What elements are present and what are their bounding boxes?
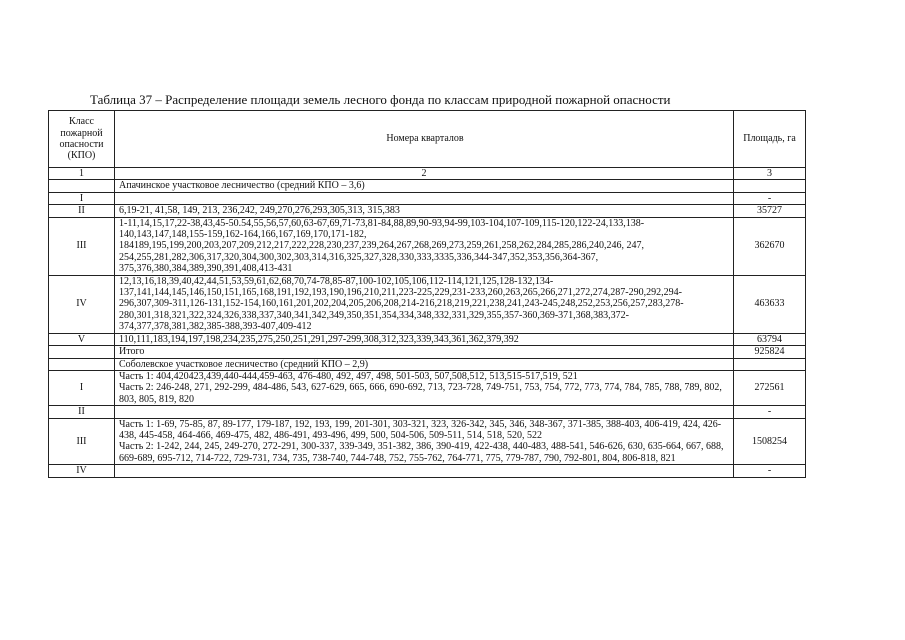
col-number: 3	[734, 168, 806, 180]
quarters-cell	[115, 370, 734, 405]
header-row	[49, 111, 806, 168]
section-header-row	[49, 358, 806, 370]
header-area: Площадь, га	[734, 111, 806, 168]
quarters-cell	[115, 418, 734, 465]
numbering-row	[49, 168, 806, 180]
class-cell: I	[49, 192, 115, 204]
table-row	[49, 370, 806, 405]
table-row	[49, 406, 806, 418]
table-row	[49, 418, 806, 465]
section-title: Апачинское участковое лесничество (средний КПО – 3,6)	[115, 180, 734, 192]
section-title: Соболевское участковое лесничество (средний КПО – 2,9)	[115, 358, 734, 370]
class-cell: I	[49, 370, 115, 405]
header-class: Класс пожарной опасности (КПО)	[49, 111, 115, 168]
quarters-cell: 6,19-21, 41,58, 149, 213, 236,242, 249,270,276,293,305,313, 315,383	[115, 205, 734, 217]
class-cell: II	[49, 205, 115, 217]
section-header-row	[49, 180, 806, 192]
header-quarters: Номера кварталов	[115, 111, 734, 168]
quarters-cell	[115, 192, 734, 204]
area-cell: 1508254	[734, 418, 806, 465]
class-cell: II	[49, 406, 115, 418]
total-value: 925824	[734, 346, 806, 358]
area-cell: 63794	[734, 333, 806, 345]
part-2-text: Часть 2: 246-248, 271, 292-299, 484-486, 543, 627-629, 665, 666, 690-692, 713, 723-728, 749-751, 753, 754, 772, 773, 774, 784, 785, 788, 789, 802, 803, 805, 819, 820	[119, 382, 722, 405]
quarters-cell	[115, 406, 734, 418]
col-number: 2	[115, 168, 734, 180]
table-row	[49, 333, 806, 345]
part-2-text: Часть 2: 1-242, 244, 245, 249-270, 272-291, 300-337, 339-349, 351-382, 386, 390-419, 422-438, 440-483, 488-541, 546-626, 630, 635-664, 667, 688, 669-689, 695-712, 714-722, 729-731, 734, 735, 738-740, 744-748, 752, 755-762, 764-771, 775, 779-787, 790, 792-801, 804, 806-818, 821	[119, 441, 724, 464]
table-row	[49, 192, 806, 204]
fire-hazard-table	[48, 110, 806, 478]
quarters-cell: 12,13,16,18,39,40,42,44,51,53,59,61,62,68,70,74-78,85-87,100-102,105,106,112-114,121,125,128-132,134-137,141,144,145,146,150,151,165,168,191,192,193,190,196,210,211,223-225,229,231-233,260,263,265,266,271,272,274,287-290,292,294-296,307,309-311,126-131,152-154,160,161,201,202,204,205,206,208,214-216,218,219,221,238,241,243-245,248,252,253,256,257,283,278-280,301,318,321,322,324,326,338,337,340,341,342,349,350,351,354,334,348,332,331,329,355,357-360,369-371,368,383,372-374,377,378,381,382,385-388,393-407,409-412	[115, 275, 734, 333]
part-1-text: Часть 1: 1-69, 75-85, 87, 89-177, 179-187, 192, 193, 199, 201-301, 303-321, 323, 326-342, 345, 346, 348-367, 371-385, 388-403, 406-419, 424, 426-438, 445-458, 464-466, 469-475, 482, 486-491, 493-496, 499, 500, 504-506, 509-511, 514, 518, 520, 522	[119, 418, 722, 441]
col-number: 1	[49, 168, 115, 180]
class-cell: III	[49, 217, 115, 275]
area-cell: 463633	[734, 275, 806, 333]
part-1-text: Часть 1: 404,420423,439,440-444,459-463, 476-480, 492, 497, 498, 501-503, 507,508,512, 513,515-517,519, 521	[119, 370, 578, 382]
table-row	[49, 205, 806, 217]
quarters-cell: 110,111,183,194,197,198,234,235,275,250,251,291,297-299,308,312,323,339,343,361,362,379,392	[115, 333, 734, 345]
area-cell: 35727	[734, 205, 806, 217]
class-cell: III	[49, 418, 115, 465]
table-caption: Таблица 37 – Распределение площади земель лесного фонда по классам природной пожарной опасности	[90, 92, 671, 107]
area-cell: 272561	[734, 370, 806, 405]
area-cell: 362670	[734, 217, 806, 275]
total-row	[49, 346, 806, 358]
class-cell: IV	[49, 465, 115, 477]
total-label: Итого	[115, 346, 734, 358]
quarters-cell	[115, 465, 734, 477]
table-row	[49, 465, 806, 477]
area-cell: -	[734, 465, 806, 477]
class-cell: IV	[49, 275, 115, 333]
table-row	[49, 275, 806, 333]
area-cell: -	[734, 406, 806, 418]
area-cell: -	[734, 192, 806, 204]
class-cell: V	[49, 333, 115, 345]
table-row	[49, 217, 806, 275]
quarters-cell: 1-11,14,15,17,22-38,43,45-50.54,55,56,57,60,63-67,69,71-73,81-84,88,89,90-93,94-99,103-104,107-109,115-120,122-24,133,138-140,143,147,148,155-159,162-164,166,167,169,170,171-182, 184189,195,199,200,203,207,209,212,217,222,228,230,237,239,264,267,268,269,273,259,261,258,262,284,285,286,240,246, 247, 254,255,281,282,306,317,320,304,300,302,303,314,316,325,327,328,330,333,3335,336,344-347,352,353,356,364-367, 375,376,380,384,389,390,391,408,413-431	[115, 217, 734, 275]
